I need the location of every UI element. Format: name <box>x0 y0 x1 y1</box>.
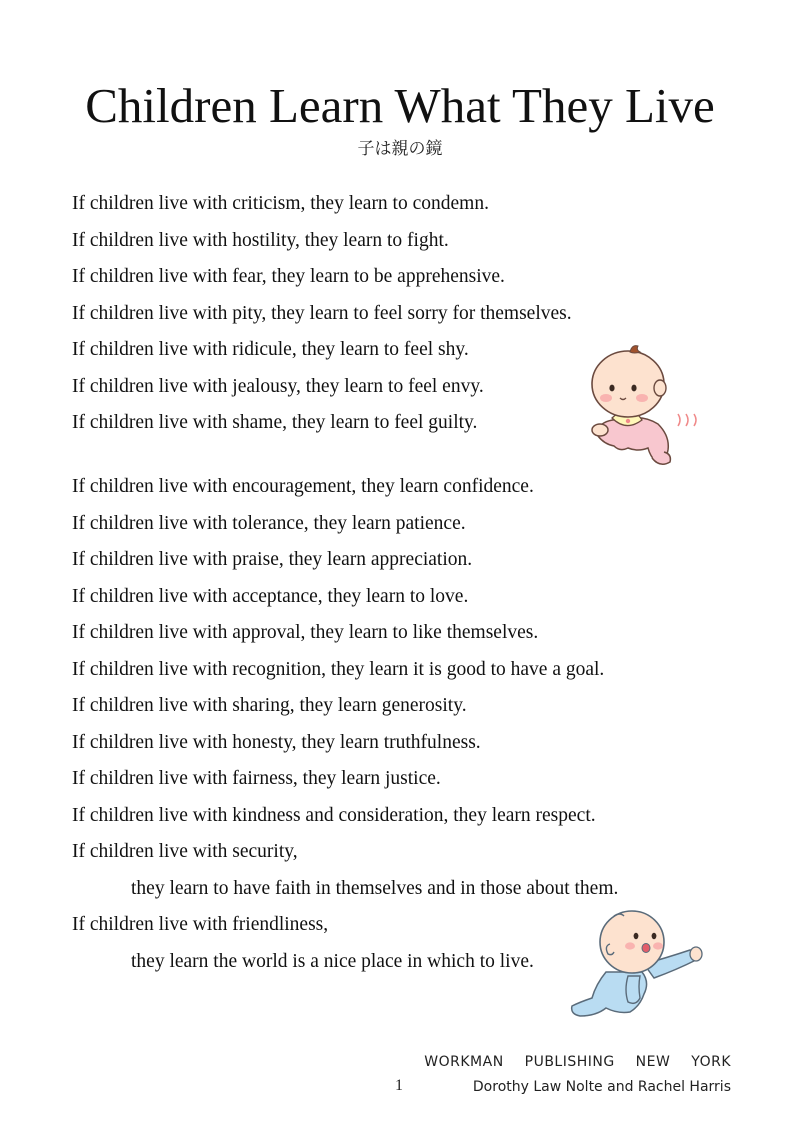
poem-line: If children live with ridicule, they learn to feel shy. <box>72 339 469 360</box>
poem-line: If children live with shame, they learn to feel guilty. <box>72 412 478 433</box>
poem-line: If children live with kindness and consideration, they learn respect. <box>72 804 596 826</box>
poem-line: If children live with fairness, they learn justice. <box>72 768 441 789</box>
poem-line: If children live with hostility, they learn to fight. <box>72 229 449 251</box>
poem-line: If children live with approval, they learn to like themselves. <box>72 622 539 643</box>
publisher-credit: WORKMAN PUBLISHING NEW YORK <box>424 1054 731 1070</box>
poem-body <box>72 186 752 980</box>
poem-line-indented: they learn to have faith in themselves and in those about them. <box>131 877 619 899</box>
poem-line: If children live with sharing, they learn generosity. <box>72 695 467 716</box>
page-number: 1 <box>395 1077 403 1094</box>
poem-line: If children live with acceptance, they learn to love. <box>72 585 469 607</box>
poem-line: If children live with jealousy, they learn to feel envy. <box>72 375 484 397</box>
author-credit: Dorothy Law Nolte and Rachel Harris <box>472 1079 731 1095</box>
poem-subtitle: 子は親の鏡 <box>357 139 443 159</box>
poem-line: If children live with fear, they learn to be apprehensive. <box>72 266 505 287</box>
poem-line: If children live with friendliness, <box>72 914 329 935</box>
poem-line: If children live with recognition, they learn it is good to have a goal. <box>72 658 605 680</box>
poem-line: If children live with security, <box>72 841 298 862</box>
crawling-baby-pink-icon <box>576 340 706 468</box>
poem-line: If children live with pity, they learn to feel sorry for themselves. <box>72 302 572 324</box>
crawling-baby-blue-icon <box>566 906 708 1024</box>
poem-line: If children live with praise, they learn appreciation. <box>72 549 473 570</box>
poem-line: If children live with honesty, they learn truthfulness. <box>72 731 481 753</box>
poem-line: If children live with criticism, they learn to condemn. <box>72 193 489 214</box>
poem-line-indented: they learn the world is a nice place in which to live. <box>131 950 534 972</box>
poem-line: If children live with encouragement, they learn confidence. <box>72 476 534 497</box>
poem-title: Children Learn What They Live <box>85 78 715 133</box>
poem-line: If children live with tolerance, they learn patience. <box>72 512 466 534</box>
